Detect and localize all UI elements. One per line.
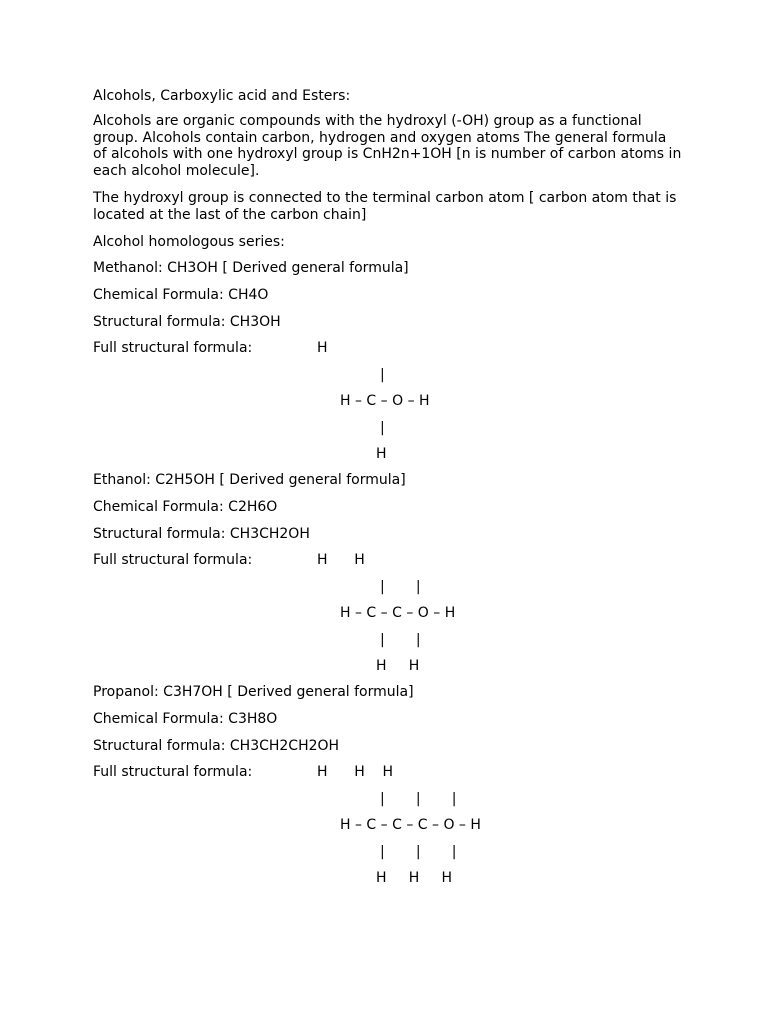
- propanol-full-structural-label: Full structural formula:: [93, 764, 253, 780]
- ethanol-full-structural-label: Full structural formula:: [93, 552, 253, 568]
- ethanol-chain: H – C – C – O – H: [340, 605, 456, 621]
- ethanol-bottom-hydrogens: H H: [376, 658, 420, 674]
- propanol-structural-formula: Structural formula: CH3CH2CH2OH: [93, 738, 340, 754]
- ethanol-name-line: Ethanol: C2H5OH [ Derived general formula]: [93, 472, 406, 488]
- methanol-chemical-formula: Chemical Formula: CH4O: [93, 287, 269, 303]
- propanol-chemical-formula: Chemical Formula: C3H8O: [93, 711, 278, 727]
- hydroxyl-note-paragraph: The hydroxyl group is connected to the terminal carbon atom [ carbon atom that is located at the last of the carbon chain]: [93, 190, 677, 223]
- propanol-chain: H – C – C – C – O – H: [340, 817, 481, 833]
- series-title: Alcohol homologous series:: [93, 234, 285, 250]
- propanol-top-hydrogens: H H H: [317, 764, 394, 780]
- propanol-bottom-bonds: | | |: [380, 844, 457, 860]
- methanol-full-structural-label: Full structural formula:: [93, 340, 253, 356]
- document-heading: Alcohols, Carboxylic acid and Esters:: [93, 88, 351, 104]
- methanol-bottom-bond: |: [380, 420, 385, 436]
- ethanol-top-hydrogens: H H: [317, 552, 365, 568]
- methanol-top-bond: |: [380, 367, 385, 383]
- methanol-bottom-hydrogen: H: [376, 446, 387, 462]
- propanol-name-line: Propanol: C3H7OH [ Derived general formula]: [93, 684, 414, 700]
- methanol-name-line: Methanol: CH3OH [ Derived general formula]: [93, 260, 409, 276]
- ethanol-chemical-formula: Chemical Formula: C2H6O: [93, 499, 278, 515]
- ethanol-top-bonds: | |: [380, 579, 421, 595]
- intro-paragraph: Alcohols are organic compounds with the hydroxyl (-OH) group as a functional group. Alcohols contain carbon, hydrogen and oxygen atoms The general formula of alcohols with one hydroxyl group is CnH2n+1OH [n is number of carbon atoms in each alcohol molecule].: [93, 113, 682, 179]
- ethanol-bottom-bonds: | |: [380, 632, 421, 648]
- propanol-bottom-hydrogens: H H H: [376, 870, 453, 886]
- methanol-structural-formula: Structural formula: CH3OH: [93, 314, 281, 330]
- ethanol-structural-formula: Structural formula: CH3CH2OH: [93, 526, 310, 542]
- methanol-chain: H – C – O – H: [340, 393, 430, 409]
- methanol-top-hydrogen: H: [317, 340, 328, 356]
- propanol-top-bonds: | | |: [380, 791, 457, 807]
